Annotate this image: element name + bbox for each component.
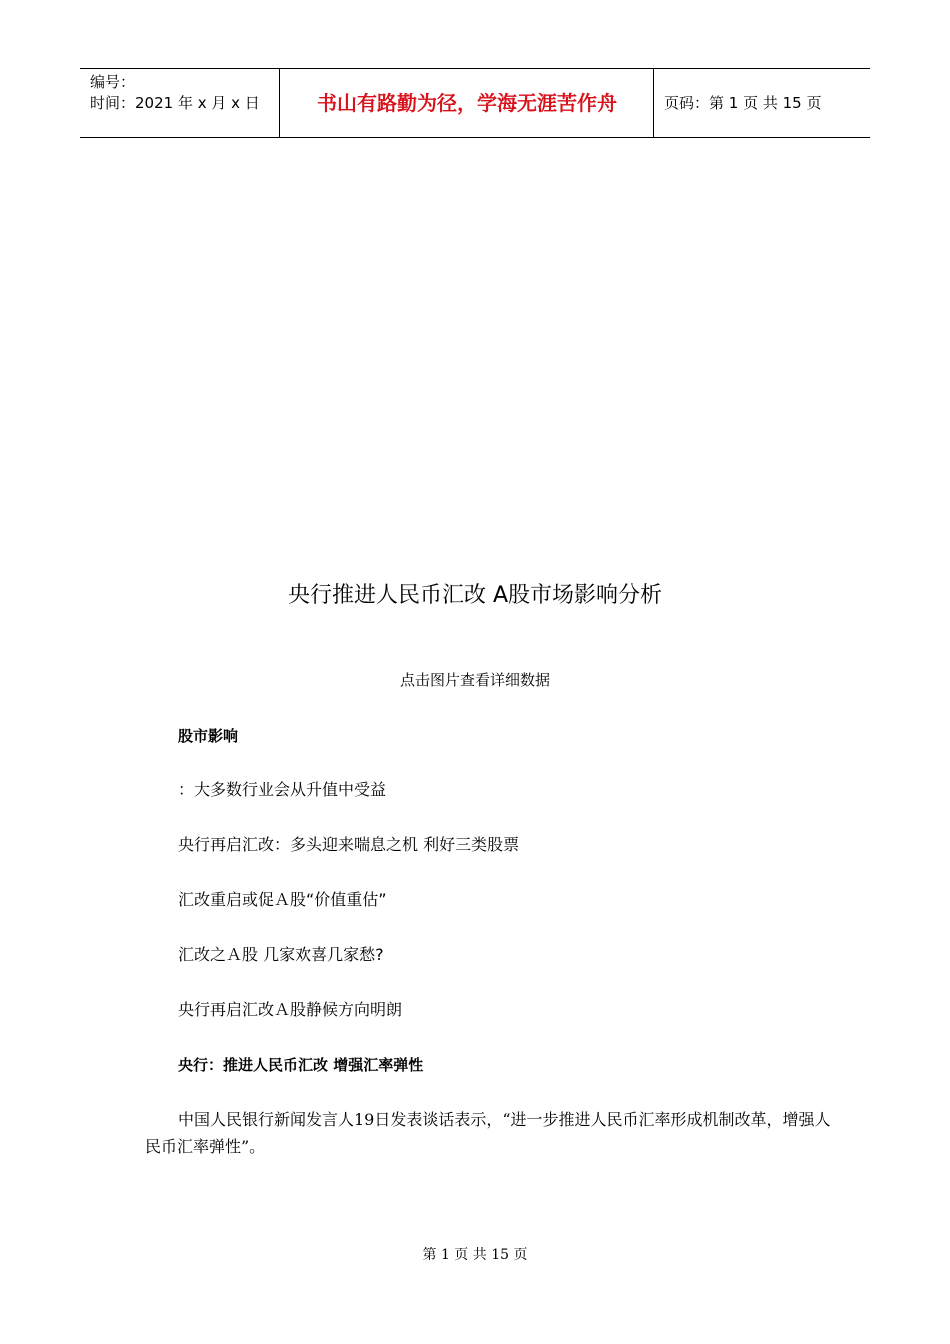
list-item[interactable]: 汇改重启或促Ａ股“价值重估”: [178, 890, 387, 909]
header-motto: 书山有路勤为径，学海无涯苦作舟: [281, 69, 654, 137]
header-page-info: 页码：第 1 页 共 15 页: [664, 94, 822, 112]
header-meta-cell: [80, 69, 280, 137]
document-number-label: 编号：: [90, 73, 136, 91]
page-footer: 第 1 页 共 15 页: [422, 1247, 528, 1263]
body-paragraph: 中国人民银行新闻发言人19日发表谈话表示，“进一步推进人民币汇率形成机制改革，增强人民币汇率弹性”。: [145, 1110, 831, 1156]
list-item[interactable]: 央行再启汇改：多头迎来喘息之机 利好三类股票: [178, 835, 520, 854]
section-heading: 股市影响: [178, 727, 239, 745]
sub-heading: 央行：推进人民币汇改 增强汇率弹性: [178, 1056, 424, 1074]
image-caption-link[interactable]: 点击图片查看详细数据: [399, 671, 550, 689]
document-title: 央行推进人民币汇改 A股市场影响分析: [287, 583, 663, 608]
document-date-label: 时间：2021 年 x 月 x 日: [90, 94, 260, 112]
document-header: [80, 68, 870, 138]
list-item[interactable]: 央行再启汇改Ａ股静候方向明朗: [178, 1000, 403, 1019]
list-item[interactable]: ：大多数行业会从升值中受益: [178, 780, 387, 799]
list-item[interactable]: 汇改之Ａ股 几家欢喜几家愁?: [178, 945, 384, 964]
